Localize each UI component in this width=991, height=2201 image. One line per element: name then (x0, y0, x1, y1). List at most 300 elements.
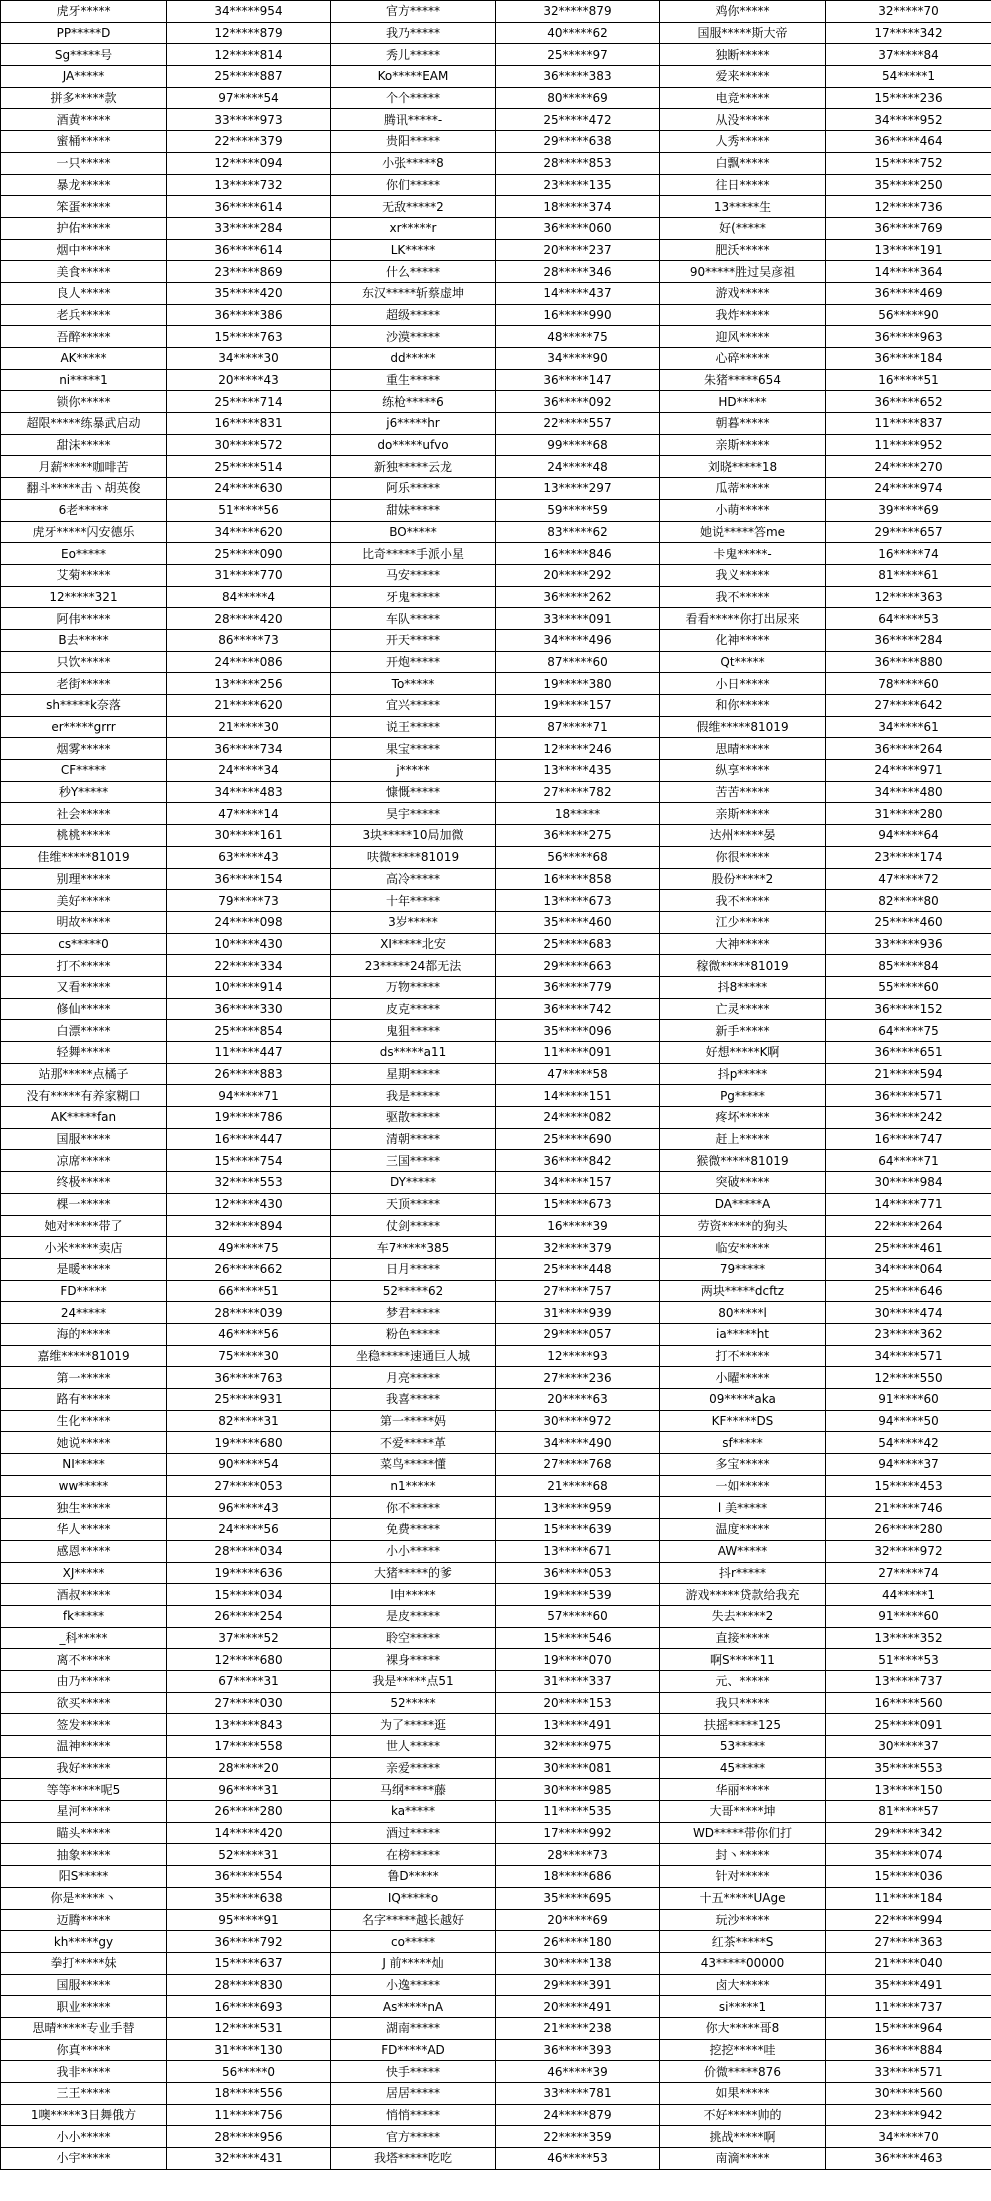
id-cell: 14*****151 (496, 1085, 660, 1107)
id-cell: 82*****31 (167, 1410, 331, 1432)
id-cell: 35*****096 (496, 1020, 660, 1042)
name-cell: Eo***** (1, 543, 167, 565)
name-cell: 社会***** (1, 803, 167, 825)
name-cell: 90*****胜过吴彦祖 (660, 261, 826, 283)
name-cell: 三国***** (331, 1150, 496, 1172)
name-cell: 秀儿***** (331, 44, 496, 66)
id-cell: 24*****971 (826, 760, 991, 782)
table-row (1, 152, 991, 174)
name-cell: 不好*****帅的 (660, 2104, 826, 2126)
id-cell: 36*****763 (167, 1367, 331, 1389)
id-cell: 23*****362 (826, 1323, 991, 1345)
name-cell: 劳资*****的狗头 (660, 1215, 826, 1237)
id-cell: 34*****157 (496, 1172, 660, 1194)
id-cell: 22*****359 (496, 2126, 660, 2148)
id-cell: 40*****62 (496, 22, 660, 44)
name-cell: 朝暮***** (660, 413, 826, 435)
table-row (1, 174, 991, 196)
name-cell: 酒黄***** (1, 109, 167, 131)
name-cell: Ko*****EAM (331, 66, 496, 88)
name-cell: 笨蛋***** (1, 196, 167, 218)
id-cell: 36*****330 (167, 998, 331, 1020)
table-row (1, 1714, 991, 1736)
name-cell: AK***** (1, 348, 167, 370)
name-cell: 亲斯***** (660, 434, 826, 456)
table-row (1, 1237, 991, 1259)
id-cell: 13*****256 (167, 673, 331, 695)
id-cell: 18*****374 (496, 196, 660, 218)
name-cell: 新独*****云龙 (331, 456, 496, 478)
table-row (1, 1107, 991, 1129)
name-cell: 电竞***** (660, 87, 826, 109)
name-cell: fk***** (1, 1605, 167, 1627)
id-cell: 24*****630 (167, 478, 331, 500)
id-cell: 81*****61 (826, 564, 991, 586)
name-cell: 你大*****哥8 (660, 2017, 826, 2039)
table-row (1, 239, 991, 261)
id-cell: 46*****56 (167, 1323, 331, 1345)
id-cell: 12*****93 (496, 1345, 660, 1367)
id-cell: 34*****70 (826, 2126, 991, 2148)
id-cell: 28*****956 (167, 2126, 331, 2148)
id-cell: 36*****880 (826, 651, 991, 673)
id-cell: 75*****30 (167, 1345, 331, 1367)
name-cell: 爱来***** (660, 66, 826, 88)
name-cell: 一只***** (1, 152, 167, 174)
table-row (1, 1519, 991, 1541)
table-row (1, 1475, 991, 1497)
id-cell: 27*****768 (496, 1454, 660, 1476)
id-cell: 36*****060 (496, 217, 660, 239)
name-cell: FD*****AD (331, 2039, 496, 2061)
id-cell: 81*****57 (826, 1801, 991, 1823)
name-cell: 疼坏***** (660, 1107, 826, 1129)
id-cell: 21*****620 (167, 695, 331, 717)
id-cell: 15*****034 (167, 1584, 331, 1606)
name-cell: 阳S***** (1, 1866, 167, 1888)
name-cell: 玩沙***** (660, 1909, 826, 1931)
table-row (1, 1193, 991, 1215)
name-cell: 驱散***** (331, 1107, 496, 1129)
id-cell: 34*****064 (826, 1258, 991, 1280)
name-cell: 你是*****丶 (1, 1887, 167, 1909)
name-cell: 第一***** (1, 1367, 167, 1389)
id-cell: 32*****879 (496, 1, 660, 23)
table-row (1, 976, 991, 998)
name-cell: 开炮***** (331, 651, 496, 673)
name-cell: 高冷***** (331, 868, 496, 890)
name-cell: 猴微*****81019 (660, 1150, 826, 1172)
name-cell: 虎牙*****闪安德乐 (1, 521, 167, 543)
id-cell: 37*****52 (167, 1627, 331, 1649)
table-row (1, 673, 991, 695)
name-cell: 腾讯*****- (331, 109, 496, 131)
table-row (1, 304, 991, 326)
id-cell: 32*****553 (167, 1172, 331, 1194)
id-cell: 36*****614 (167, 239, 331, 261)
id-cell: 84*****4 (167, 586, 331, 608)
name-cell: kh*****gy (1, 1931, 167, 1953)
name-cell: 国服***** (1, 1974, 167, 1996)
id-cell: 25*****931 (167, 1389, 331, 1411)
id-cell: 12*****531 (167, 2017, 331, 2039)
name-cell: 白飘***** (660, 152, 826, 174)
id-cell: 36*****842 (496, 1150, 660, 1172)
name-cell: 我非***** (1, 2061, 167, 2083)
table-row (1, 695, 991, 717)
id-cell: 16*****447 (167, 1128, 331, 1150)
id-cell: 36*****571 (826, 1085, 991, 1107)
id-cell: 63*****43 (167, 846, 331, 868)
name-cell: ni*****1 (1, 369, 167, 391)
id-cell: 36*****779 (496, 976, 660, 998)
table-row (1, 1389, 991, 1411)
table-row (1, 1367, 991, 1389)
table-row (1, 44, 991, 66)
name-cell: 打不***** (660, 1345, 826, 1367)
id-cell: 54*****42 (826, 1432, 991, 1454)
id-cell: 35*****553 (826, 1757, 991, 1779)
id-cell: 59*****59 (496, 499, 660, 521)
name-cell: 刘晓*****18 (660, 456, 826, 478)
name-cell: 小米*****卖店 (1, 1237, 167, 1259)
table-row (1, 803, 991, 825)
table-row (1, 1215, 991, 1237)
id-cell: 28*****346 (496, 261, 660, 283)
table-row (1, 1887, 991, 1909)
id-cell: 11*****837 (826, 413, 991, 435)
table-row (1, 2126, 991, 2148)
id-cell: 19*****380 (496, 673, 660, 695)
id-cell: 22*****334 (167, 955, 331, 977)
id-cell: 86*****73 (167, 629, 331, 651)
table-row (1, 846, 991, 868)
name-cell: J 前*****灿 (331, 1952, 496, 1974)
id-cell: 34*****496 (496, 629, 660, 651)
name-cell: 临安***** (660, 1237, 826, 1259)
id-cell: 16*****990 (496, 304, 660, 326)
id-cell: 14*****364 (826, 261, 991, 283)
id-cell: 34*****90 (496, 348, 660, 370)
name-cell: 23*****24都无法 (331, 955, 496, 977)
id-cell: 21*****594 (826, 1063, 991, 1085)
table-row (1, 261, 991, 283)
id-cell: 31*****337 (496, 1670, 660, 1692)
name-cell: 星河***** (1, 1801, 167, 1823)
id-cell: 15*****752 (826, 152, 991, 174)
id-cell: 21*****238 (496, 2017, 660, 2039)
id-cell: 87*****60 (496, 651, 660, 673)
id-cell: 19*****539 (496, 1584, 660, 1606)
id-cell: 16*****560 (826, 1692, 991, 1714)
name-cell: 昊宇***** (331, 803, 496, 825)
name-cell: 佳维*****81019 (1, 846, 167, 868)
id-cell: 46*****39 (496, 2061, 660, 2083)
name-cell: 蜜桶***** (1, 131, 167, 153)
name-cell: 亲斯***** (660, 803, 826, 825)
id-cell: 15*****673 (496, 1193, 660, 1215)
id-cell: 17*****558 (167, 1736, 331, 1758)
name-cell: 大哥*****坤 (660, 1801, 826, 1823)
name-cell: do*****ufvo (331, 434, 496, 456)
id-cell: 29*****657 (826, 521, 991, 543)
id-cell: 25*****683 (496, 933, 660, 955)
table-row (1, 1974, 991, 1996)
id-cell: 25*****461 (826, 1237, 991, 1259)
id-cell: 11*****447 (167, 1042, 331, 1064)
name-cell: DA*****A (660, 1193, 826, 1215)
id-cell: 12*****550 (826, 1367, 991, 1389)
id-cell: 32*****70 (826, 1, 991, 23)
name-cell: 09*****aka (660, 1389, 826, 1411)
table-row (1, 933, 991, 955)
id-cell: 22*****994 (826, 1909, 991, 1931)
name-cell: 为了*****逛 (331, 1714, 496, 1736)
name-cell: 超限*****练暴武启动 (1, 413, 167, 435)
table-row (1, 1258, 991, 1280)
name-cell: 终极***** (1, 1172, 167, 1194)
name-cell: 52***** (331, 1692, 496, 1714)
name-cell: 江少***** (660, 911, 826, 933)
name-cell: Qt***** (660, 651, 826, 673)
id-cell: 31*****130 (167, 2039, 331, 2061)
name-cell: 假维*****81019 (660, 716, 826, 738)
name-cell: 日月***** (331, 1258, 496, 1280)
id-cell: 91*****60 (826, 1605, 991, 1627)
name-cell: 80*****l (660, 1302, 826, 1324)
name-cell: 等等*****呢5 (1, 1779, 167, 1801)
name-cell: 多宝***** (660, 1454, 826, 1476)
table-row (1, 456, 991, 478)
table-row (1, 911, 991, 933)
id-cell: 12*****680 (167, 1649, 331, 1671)
name-cell: WD*****带你们打 (660, 1822, 826, 1844)
name-cell: 个个***** (331, 87, 496, 109)
name-cell: 小张*****8 (331, 152, 496, 174)
table-row (1, 1952, 991, 1974)
table-row (1, 2083, 991, 2105)
name-cell: Pg***** (660, 1085, 826, 1107)
table-row (1, 217, 991, 239)
name-cell: 是皮***** (331, 1605, 496, 1627)
name-cell: 秒Y***** (1, 781, 167, 803)
id-cell: 20*****153 (496, 1692, 660, 1714)
name-cell: 你们***** (331, 174, 496, 196)
table-row (1, 1736, 991, 1758)
id-cell: 16*****846 (496, 543, 660, 565)
name-cell: 大猪*****的爹 (331, 1562, 496, 1584)
table-row (1, 1085, 991, 1107)
name-cell: 小逸***** (331, 1974, 496, 1996)
id-cell: 12*****094 (167, 152, 331, 174)
id-cell: 22*****379 (167, 131, 331, 153)
name-cell: 呋微*****81019 (331, 846, 496, 868)
name-cell: 官方***** (331, 2126, 496, 2148)
table-row (1, 608, 991, 630)
name-cell: BO***** (331, 521, 496, 543)
table-row (1, 196, 991, 218)
id-cell: 27*****030 (167, 1692, 331, 1714)
name-cell: 果宝***** (331, 738, 496, 760)
name-cell: 白漂***** (1, 1020, 167, 1042)
name-cell: 打不***** (1, 955, 167, 977)
table-row (1, 1302, 991, 1324)
name-cell: 欲买***** (1, 1692, 167, 1714)
id-cell: 94*****64 (826, 825, 991, 847)
name-cell: 护佑***** (1, 217, 167, 239)
id-cell: 15*****637 (167, 1952, 331, 1974)
id-cell: 78*****60 (826, 673, 991, 695)
table-row (1, 1454, 991, 1476)
name-cell: 看看*****你打出尿来 (660, 608, 826, 630)
name-cell: 超级***** (331, 304, 496, 326)
id-cell: 12*****736 (826, 196, 991, 218)
name-cell: 居居***** (331, 2083, 496, 2105)
id-cell: 36*****242 (826, 1107, 991, 1129)
name-cell: j6*****hr (331, 413, 496, 435)
name-cell: 好(***** (660, 217, 826, 239)
name-cell: 慷慨***** (331, 781, 496, 803)
id-cell: 27*****642 (826, 695, 991, 717)
name-cell: 十五*****UAge (660, 1887, 826, 1909)
table-row (1, 1410, 991, 1432)
name-cell: 牙鬼***** (331, 586, 496, 608)
id-cell: 36*****742 (496, 998, 660, 1020)
table-row (1, 348, 991, 370)
id-cell: 56*****90 (826, 304, 991, 326)
name-cell: 阿乐***** (331, 478, 496, 500)
id-cell: 12*****814 (167, 44, 331, 66)
id-cell: 25*****514 (167, 456, 331, 478)
id-cell: 33*****936 (826, 933, 991, 955)
id-cell: 16*****858 (496, 868, 660, 890)
name-cell: 十年***** (331, 890, 496, 912)
name-cell: 烟雾***** (1, 738, 167, 760)
id-cell: 16*****39 (496, 1215, 660, 1237)
table-row (1, 1996, 991, 2018)
name-cell: 由乃***** (1, 1670, 167, 1692)
id-cell: 26*****280 (826, 1519, 991, 1541)
id-cell: 85*****84 (826, 955, 991, 977)
name-cell: 老兵***** (1, 304, 167, 326)
name-cell: 感恩***** (1, 1540, 167, 1562)
name-cell: 小小***** (331, 1540, 496, 1562)
id-cell: 19*****070 (496, 1649, 660, 1671)
name-cell: 重生***** (331, 369, 496, 391)
name-cell: 苦苦***** (660, 781, 826, 803)
id-cell: 11*****535 (496, 1801, 660, 1823)
table-row (1, 22, 991, 44)
table-row (1, 1584, 991, 1606)
name-cell: 鲁D***** (331, 1866, 496, 1888)
name-cell: 宜兴***** (331, 695, 496, 717)
name-cell: 又看***** (1, 976, 167, 998)
id-cell: 30*****474 (826, 1302, 991, 1324)
id-cell: 14*****771 (826, 1193, 991, 1215)
id-cell: 15*****639 (496, 1519, 660, 1541)
id-cell: 31*****770 (167, 564, 331, 586)
name-cell: 52*****62 (331, 1280, 496, 1302)
id-cell: 28*****039 (167, 1302, 331, 1324)
name-cell: 卤大***** (660, 1974, 826, 1996)
id-cell: 29*****057 (496, 1323, 660, 1345)
name-cell: 开天***** (331, 629, 496, 651)
id-cell: 56*****0 (167, 2061, 331, 2083)
id-cell: 36*****092 (496, 391, 660, 413)
id-cell: 39*****69 (826, 499, 991, 521)
table-row (1, 1, 991, 23)
id-cell: 30*****37 (826, 1736, 991, 1758)
id-cell: 19*****786 (167, 1107, 331, 1129)
table-row (1, 1540, 991, 1562)
id-cell: 97*****54 (167, 87, 331, 109)
table-row (1, 825, 991, 847)
id-cell: 27*****757 (496, 1280, 660, 1302)
id-cell: 23*****869 (167, 261, 331, 283)
name-cell: 你很***** (660, 846, 826, 868)
table-row (1, 1909, 991, 1931)
table-row (1, 955, 991, 977)
name-cell: 3块*****10局加微 (331, 825, 496, 847)
id-cell: 36*****262 (496, 586, 660, 608)
name-cell: 新手***** (660, 1020, 826, 1042)
id-cell: 34*****30 (167, 348, 331, 370)
table-row (1, 586, 991, 608)
name-cell: 虎牙***** (1, 1, 167, 23)
name-cell: As*****nA (331, 1996, 496, 2018)
id-cell: 36*****769 (826, 217, 991, 239)
id-cell: 18*****556 (167, 2083, 331, 2105)
id-cell: 11*****091 (496, 1042, 660, 1064)
name-cell: 免费***** (331, 1519, 496, 1541)
name-cell: AW***** (660, 1540, 826, 1562)
id-cell: 47*****14 (167, 803, 331, 825)
id-cell: 34*****952 (826, 109, 991, 131)
name-cell: 一如***** (660, 1475, 826, 1497)
name-cell: 她说*****答me (660, 521, 826, 543)
id-cell: 36*****554 (167, 1866, 331, 1888)
table-row (1, 391, 991, 413)
table-row (1, 1172, 991, 1194)
name-cell: 独断***** (660, 44, 826, 66)
id-cell: 31*****939 (496, 1302, 660, 1324)
name-cell: 如果***** (660, 2083, 826, 2105)
id-cell: 36*****463 (826, 2148, 991, 2170)
name-cell: 我乃***** (331, 22, 496, 44)
name-cell: 国服*****斯大帝 (660, 22, 826, 44)
name-cell: 大神***** (660, 933, 826, 955)
name-cell: 迈腾***** (1, 1909, 167, 1931)
name-cell: 坐稳*****速通巨人城 (331, 1345, 496, 1367)
name-cell: AK*****fan (1, 1107, 167, 1129)
id-cell: 36*****652 (826, 391, 991, 413)
id-cell: 26*****883 (167, 1063, 331, 1085)
id-cell: 30*****138 (496, 1952, 660, 1974)
name-cell: 万物***** (331, 976, 496, 998)
id-cell: 17*****342 (826, 22, 991, 44)
table-row (1, 87, 991, 109)
ranking-table-body (1, 1, 991, 2170)
id-cell: 27*****053 (167, 1475, 331, 1497)
table-row (1, 282, 991, 304)
name-cell: 棵一***** (1, 1193, 167, 1215)
table-row (1, 998, 991, 1020)
name-cell: 1噢*****3日舞俄方 (1, 2104, 167, 2126)
name-cell: 游戏***** (660, 282, 826, 304)
name-cell: CF***** (1, 760, 167, 782)
id-cell: 13*****297 (496, 478, 660, 500)
name-cell: 瓜蒂***** (660, 478, 826, 500)
